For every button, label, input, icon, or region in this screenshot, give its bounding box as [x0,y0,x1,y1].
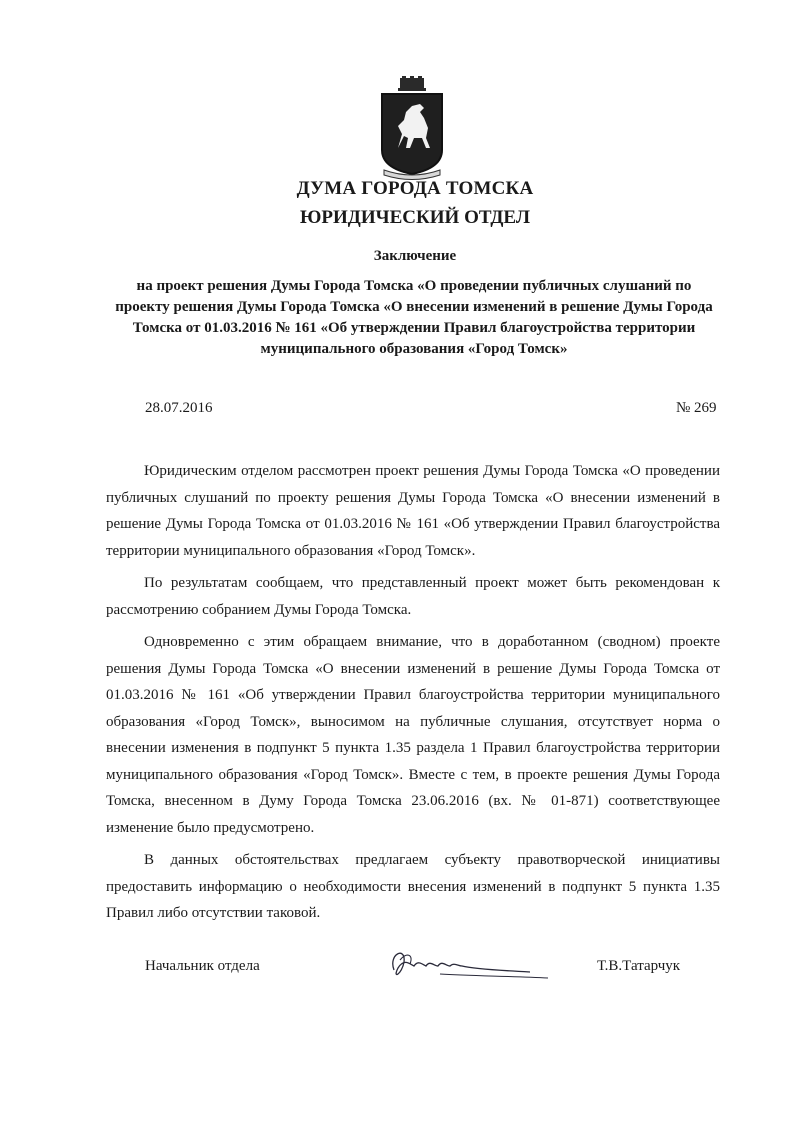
coat-of-arms-icon [376,76,448,180]
document-date: 28.07.2016 [145,400,213,416]
department-name: ЮРИДИЧЕСКИЙ ОТДЕЛ [300,207,530,228]
signature-icon [380,940,550,990]
signatory-position: Начальник отдела [145,958,260,974]
document-body [106,458,720,933]
organization-name: ДУМА ГОРОДА ТОМСКА [296,178,534,199]
paragraph: По результатам сообщаем, что представленный проект может быть рекомендован к рассмотрению собранием Думы Города Томска. [106,575,720,618]
paragraph: В данных обстоятельствах предлагаем субъекту правотворческой инициативы предоставить информацию о необходимости внесения изменений в подпункт 5 пункта 1.35 Правил либо отсутствии таковой. [106,852,720,921]
paragraph: Одновременно с этим обращаем внимание, что в доработанном (сводном) проекте решения Думы Города Томска «О внесении изменений в решение Думы Города Томска от 01.03.2016 № 161 «Об утверждении Правил благоустройства территории муниципального образования «Город Томск», выносимом на публичные слушания, отсутствует норма о внесении изменения в подпункт 5 пункта 1.35 раздела 1 Правил благоустройства территории муниципального образования «Город Томск». Вместе с тем, в проекте решения Думы Города Томска, внесенном в Думу Города Томска 23.06.2016 (вх. № 01-871) соответствующее изменение было предусмотрено. [106,634,720,836]
document-subject: на проект решения Думы Города Томска «О проведении публичных слушаний по проекту решения Думы Города Томска «О внесении изменений в решение Думы Города Томска от 01.03.2016 № 161 «Об утверждении Правил благоустройства территории муниципального образования «Город Томск» [115,278,713,357]
paragraph: Юридическим отделом рассмотрен проект решения Думы Города Томска «О проведении публичных слушаний по проекту решения Думы Города Томска «О внесении изменений в решение Думы Города Томска от 01.03.2016 № 161 «Об утверждении Правил благоустройства территории муниципального образования «Город Томск». [106,463,720,559]
document-number: № 269 [676,400,717,416]
document-type: Заключение [373,248,457,264]
signatory-name: Т.В.Татарчук [597,958,681,974]
